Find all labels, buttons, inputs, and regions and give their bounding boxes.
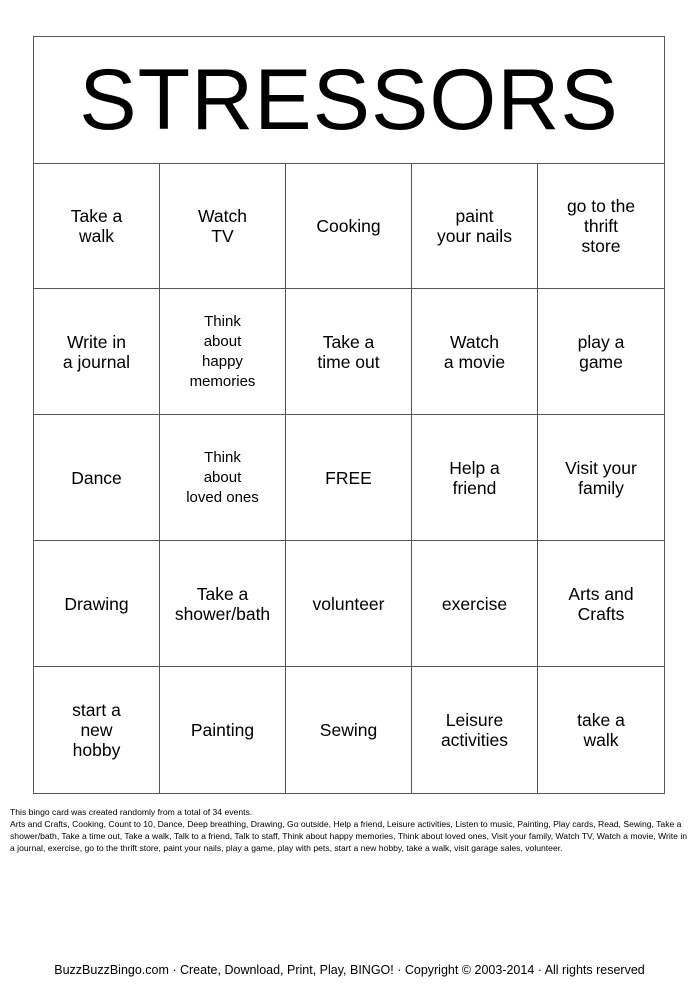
bingo-cell: Take a time out [286,289,412,415]
bingo-cell: Painting [160,667,286,793]
bingo-cell: exercise [412,541,538,667]
bingo-cell: volunteer [286,541,412,667]
bingo-cell: start a new hobby [34,667,160,793]
bingo-cell: paint your nails [412,163,538,289]
bingo-cell: Take a shower/bath [160,541,286,667]
card-footnote [10,806,690,854]
bingo-cell: Watch a movie [412,289,538,415]
bingo-cell: Dance [34,415,160,541]
bingo-cell: Watch TV [160,163,286,289]
bingo-cell: Write in a journal [34,289,160,415]
bingo-card [33,36,665,794]
bingo-cell: Help a friend [412,415,538,541]
bingo-cell: Arts and Crafts [538,541,664,667]
card-title: STRESSORS [34,37,664,164]
bingo-cell: Think about loved ones [160,415,286,541]
events-count-note: This bingo card was created randomly from a total of 34 events. [10,807,253,817]
bingo-cell: Think about happy memories [160,289,286,415]
bingo-cell: Sewing [286,667,412,793]
bingo-grid [34,163,664,793]
bingo-cell: go to the thrift store [538,163,664,289]
bingo-cell: Leisure activities [412,667,538,793]
bingo-cell: take a walk [577,710,625,750]
events-list: Arts and Crafts, Cooking, Count to 10, Dance, Deep breathing, Drawing, Go outside, Help a friend, Leisure activities, Listen to music, Painting, Play cards, Read, Sewing, Take a shower/bath, Take a time out, Take a walk, Talk to a friend, Talk to staff, Think about happy memories, Think about loved ones, Visit your family, Watch TV, Watch a movie, Write in a journal, exercise, go to the thrift store, paint your nails, play a game, play with pets, start a new hobby, take a walk, visit garage sales, volunteer. [10,819,688,853]
bingo-cell: play a game [538,289,664,415]
bingo-cell: Cooking [286,163,412,289]
bingo-cell: Drawing [34,541,160,667]
bingo-cell: Visit your family [538,415,664,541]
free-cell: FREE [286,415,412,541]
bingo-cell: Take a walk [34,163,160,289]
copyright-line: BuzzBuzzBingo.com · Create, Download, Print, Play, BINGO! · Copyright © 2003-2014 · All rights reserved [54,963,645,977]
